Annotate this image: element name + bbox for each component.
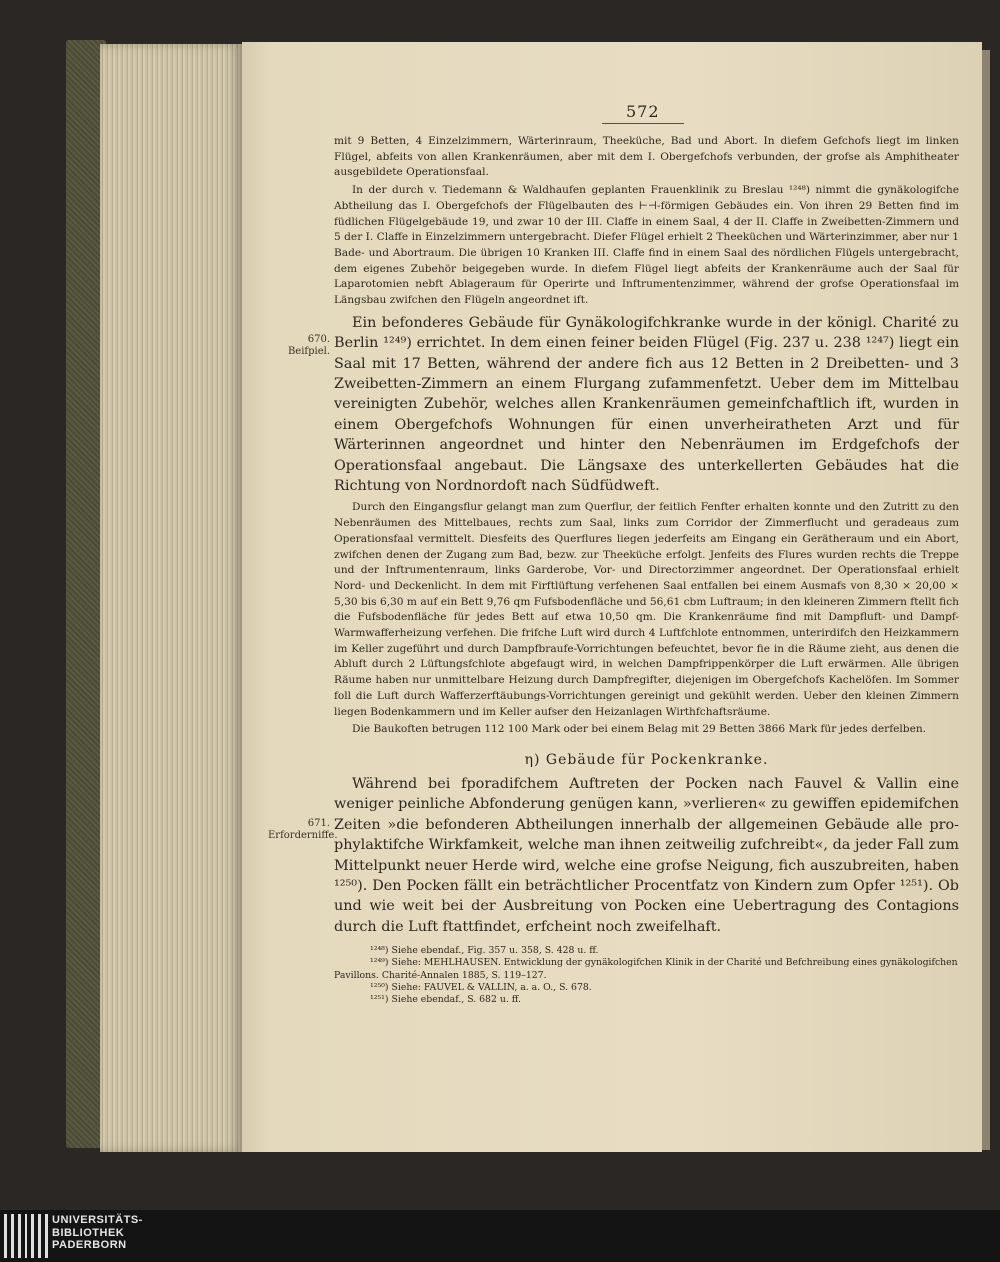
section-heading-wrap xyxy=(334,752,959,768)
paragraph xyxy=(334,774,959,937)
library-logo-text xyxy=(52,1214,143,1252)
logo-line: PADERBORN xyxy=(52,1239,127,1251)
page-stack-edge xyxy=(100,44,242,1152)
book-page xyxy=(242,42,982,1152)
library-footer-bar xyxy=(0,1210,1000,1262)
margin-note-number: 670. xyxy=(307,334,330,345)
margin-note-label: Beifpiel. xyxy=(287,346,330,357)
margin-note-671 xyxy=(268,818,338,842)
page-number: 572 xyxy=(602,102,684,124)
paragraph-text: mit 9 Betten, 4 Einzelzimmern, Wärterinraum, Theeküche, Bad und Abort. In diefem Gefchofs liegt im linken Flügel, abfeits von allen Krankenräumen, aber mit dem I. Obergefchofs verbunden, der grofse als Amphitheater ausgebildete Operationsfaal. xyxy=(334,135,959,179)
main-text xyxy=(334,134,959,1007)
paragraph-text: Die Baukoften betrugen 112 100 Mark oder bei einem Belag mit 29 Betten 3866 Mark für jedes derfelben. xyxy=(352,723,927,736)
paragraph xyxy=(334,722,959,738)
paragraph-text: Ein befonderes Gebäude für Gynäkologifchkranke wurde in der königl. Charité zu Berlin ¹²⁴⁹) errichtet. In dem einen feiner beiden Flügel (Fig. 237 u. 238 ¹²⁴⁷) liegt ein Saal mit 17 Betten, während der andere fich aus 12 Betten in 2 Dreibetten- und 3 Zweibetten-Zimmern an einem Flurgang zufammenfetzt. Ueber dem im Mittelbau vereinigten Zubehör, welches allen Krankenräumen gemeinfchaftlich ift, wurden in einem Obergefchofs Wohnungen für einen unverheiratheten Arzt und für Wärterinnen angeordnet und hinter den Nebenräumen im Erdgefchofs der Operationsfaal angebaut. Die Längsaxe des unterkellerten Gebäudes hat die Richtung von Nordnordoft nach Südfüdweft. xyxy=(334,314,959,494)
library-logo-icon xyxy=(0,1212,48,1260)
footnote: ¹²⁴⁹) Siehe: MEHLHAUSEN. Entwicklung der gynäkologifchen Klinik in der Charité und Befchreibung eines gynäkologifchen Pavillons. Charité-Annalen 1885, S. 119–127. xyxy=(334,957,958,981)
paragraph-text: In der durch v. Tiedemann & Waldhaufen geplanten Frauenklinik zu Breslau ¹²⁴⁸) nimmt die gynäkologifche Abtheilung das I. Obergefchofs der Flügelbauten des ⊢⊣-förmigen Gebäudes ein. Von ihren 29 Betten find im füdlichen Flügelgebäude 19, und zwar 10 der III. Claffe in einem Saal, 4 der II. Claffe in Zweibetten-Zimmern und 5 der I. Claffe in Einzelzimmern untergebracht. Diefer Flügel erhielt 2 Theeküchen und Wärterinzimmer, aber nur 1 Bade- und Abortraum. Die übrigen 10 Kranken III. Claffe find in einem Saal des nördlichen Flügels untergebracht, dem eigenes Zubehör beigegeben wurde. In diefem Flügel liegt abfeits der Krankenräume auch der Saal für Laparotomien nebft Ablageraum für Operirte und Inftrumentenzimmer, während der grofse Operationsfaal im Längsbau zwifchen den Flügeln angeordnet ift. xyxy=(334,184,959,307)
paragraph xyxy=(334,500,959,720)
logo-line: UNIVERSITÄTS- xyxy=(52,1214,143,1226)
margin-note-number: 671. xyxy=(307,818,330,829)
footnotes xyxy=(334,945,959,1006)
paragraph xyxy=(334,134,959,181)
footnote: ¹²⁵¹) Siehe ebendaf., S. 682 u. ff. xyxy=(370,994,521,1006)
paragraph-text: Durch den Eingangsflur gelangt man zum Querflur, der feitlich Fenfter erhalten konnte und den Zutritt zu den Nebenräumen des Mittelbaues, rechts zum Saal, links zum Corridor der Zimmerflucht und geradeaus zum Operationsfaal vermittelt. Diesfeits des Querflures liegen jederfeits am Eingang ein Gerätheraum und ein Abort, zwifchen denen der Zugang zum Bad, bezw. zur Theeküche erfolgt. Jenfeits des Flures wurden rechts die Treppe und der Inftrumentenraum, links Garderobe, Vor- und Directorzimmer angeordnet. Der Operationsfaal erhielt Nord- und Deckenlicht. In dem mit Firftlüftung verfehenen Saal entfallen bei einem Ausmafs von 8,30 × 20,00 × 5,30 bis 6,30 m auf ein Bett 9,76 qm Fufsbodenfläche und 56,61 cbm Luftraum; in den kleineren Zimmern ftellt fich die Fufsbodenfläche für jedes Bett auf etwa 10,50 qm. Die Krankenräume find mit Dampfluft- und Dampf-Warmwafferheizung verfehen. Die frifche Luft wird durch 4 Luftfchlote entnommen, unterirdifch den Heizkammern im Keller zugeführt und durch Dampfbraufe-Vorrichtungen befeuchtet, bevor fie in die Räume zieht, aus denen die Abluft durch 2 Lüftungsfchlote abgefaugt wird, in welchen Dampfrippenkörper die Luft erwärmen. Alle übrigen Räume haben nur unmittelbare Heizung durch Dampfregifter, diejenigen im Obergefchofs Kachelöfen. Im Sommer foll die Luft durch Wafferzerftäubungs-Vorrichtungen gereinigt und gekühlt werden. Ueber den kleinen Zimmern liegen Bodenkammern und im Keller aufser den Heizanlagen Wirthfchaftsräume. xyxy=(334,501,959,718)
logo-line: BIBLIOTHEK xyxy=(52,1226,125,1239)
margin-note-label: Erforderniffe. xyxy=(268,830,338,841)
section-heading: η) Gebäude für Pockenkranke. xyxy=(524,751,769,768)
paragraph xyxy=(334,313,959,497)
footnote: ¹²⁵⁰) Siehe: FAUVEL & VALLIN, a. a. O., S. 678. xyxy=(370,982,592,994)
margin-note-670 xyxy=(268,334,330,358)
paragraph-text: Während bei fporadifchem Auftreten der Pocken nach Fauvel & Vallin eine weniger peinliche Abfonderung genügen kann, »verlieren« zu gewiffen epidemifchen Zeiten »die befonderen Abtheilungen innerhalb der allgemeinen Gebäude alle prophylaktifche Wirkfamkeit, welche man ihnen zeitweilig zufchreibt«, da jeder Fall zum Mittelpunkt neuer Herde wird, welche eine grofse Neigung, fich auszubreiten, haben ¹²⁵⁰). Den Pocken fällt ein beträchtlicher Procentfatz von Kindern zum Opfer ¹²⁵¹). Ob und wie weit bei der Ausbreitung von Pocken eine Uebertragung des Contagions durch die Luft ftattfindet, erfcheint noch zweifelhaft. xyxy=(334,775,959,935)
paragraph xyxy=(334,183,959,309)
footnote: ¹²⁴⁸) Siehe ebendaf., Fig. 357 u. 358, S. 428 u. ff. xyxy=(370,945,599,957)
